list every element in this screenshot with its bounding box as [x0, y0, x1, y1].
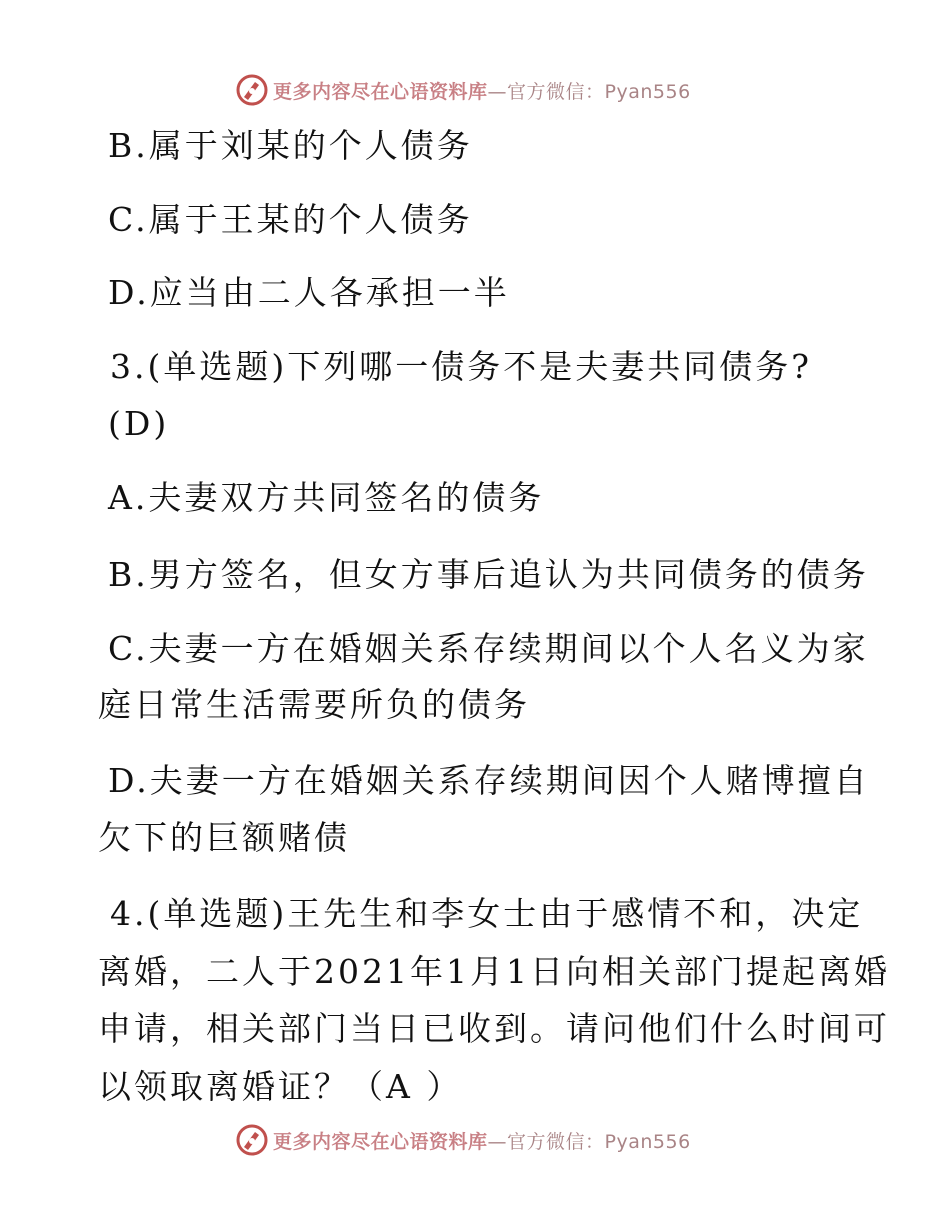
watermark-main-text: 更多内容尽在心语资料库 — [273, 80, 488, 103]
option-c-line: C.属于王某的个人债务 — [108, 200, 473, 239]
watermark-main-text: 更多内容尽在心语资料库 — [273, 1130, 488, 1153]
option-d-line: D.应当由二人各承担一半 — [108, 273, 510, 312]
question-4-stem-line3: 申请，相关部门当日已收到。请问他们什么时间可 — [98, 1009, 890, 1048]
watermark-sub-text: —官方微信：Pyan556 — [487, 1130, 691, 1153]
q3-option-b: B.男方签名，但女方事后追认为共同债务的债务 — [108, 555, 869, 594]
question-4-stem-line2: 离婚，二人于2021年1月1日向相关部门提起离婚 — [98, 952, 890, 991]
footer-watermark — [235, 1120, 691, 1160]
q3-option-a: A.夫妻双方共同签名的债务 — [108, 478, 545, 517]
watermark-sub-text: —官方微信：Pyan556 — [487, 80, 691, 103]
header-watermark — [235, 70, 691, 110]
q3-option-c-line1: C.夫妻一方在婚姻关系存续期间以个人名义为家 — [108, 629, 869, 668]
watermark-logo-icon — [235, 1123, 269, 1157]
watermark-logo-icon — [235, 73, 269, 107]
question-3-stem: 3.(单选题)下列哪一债务不是夫妻共同债务? — [110, 347, 812, 386]
question-4-stem-line1: 4.(单选题)王先生和李女士由于感情不和，决定 — [110, 894, 864, 933]
q3-option-d-line1: D.夫妻一方在婚姻关系存续期间因个人赌博擅自 — [108, 761, 870, 800]
q3-option-c-line2: 庭日常生活需要所负的债务 — [98, 685, 530, 724]
option-b-line: B.属于刘某的个人债务 — [108, 126, 473, 165]
question-4-stem-line4: 以领取离婚证？（A ） — [98, 1067, 463, 1106]
question-3-answer: (D) — [108, 404, 170, 443]
q3-option-d-line2: 欠下的巨额赌债 — [98, 818, 350, 857]
